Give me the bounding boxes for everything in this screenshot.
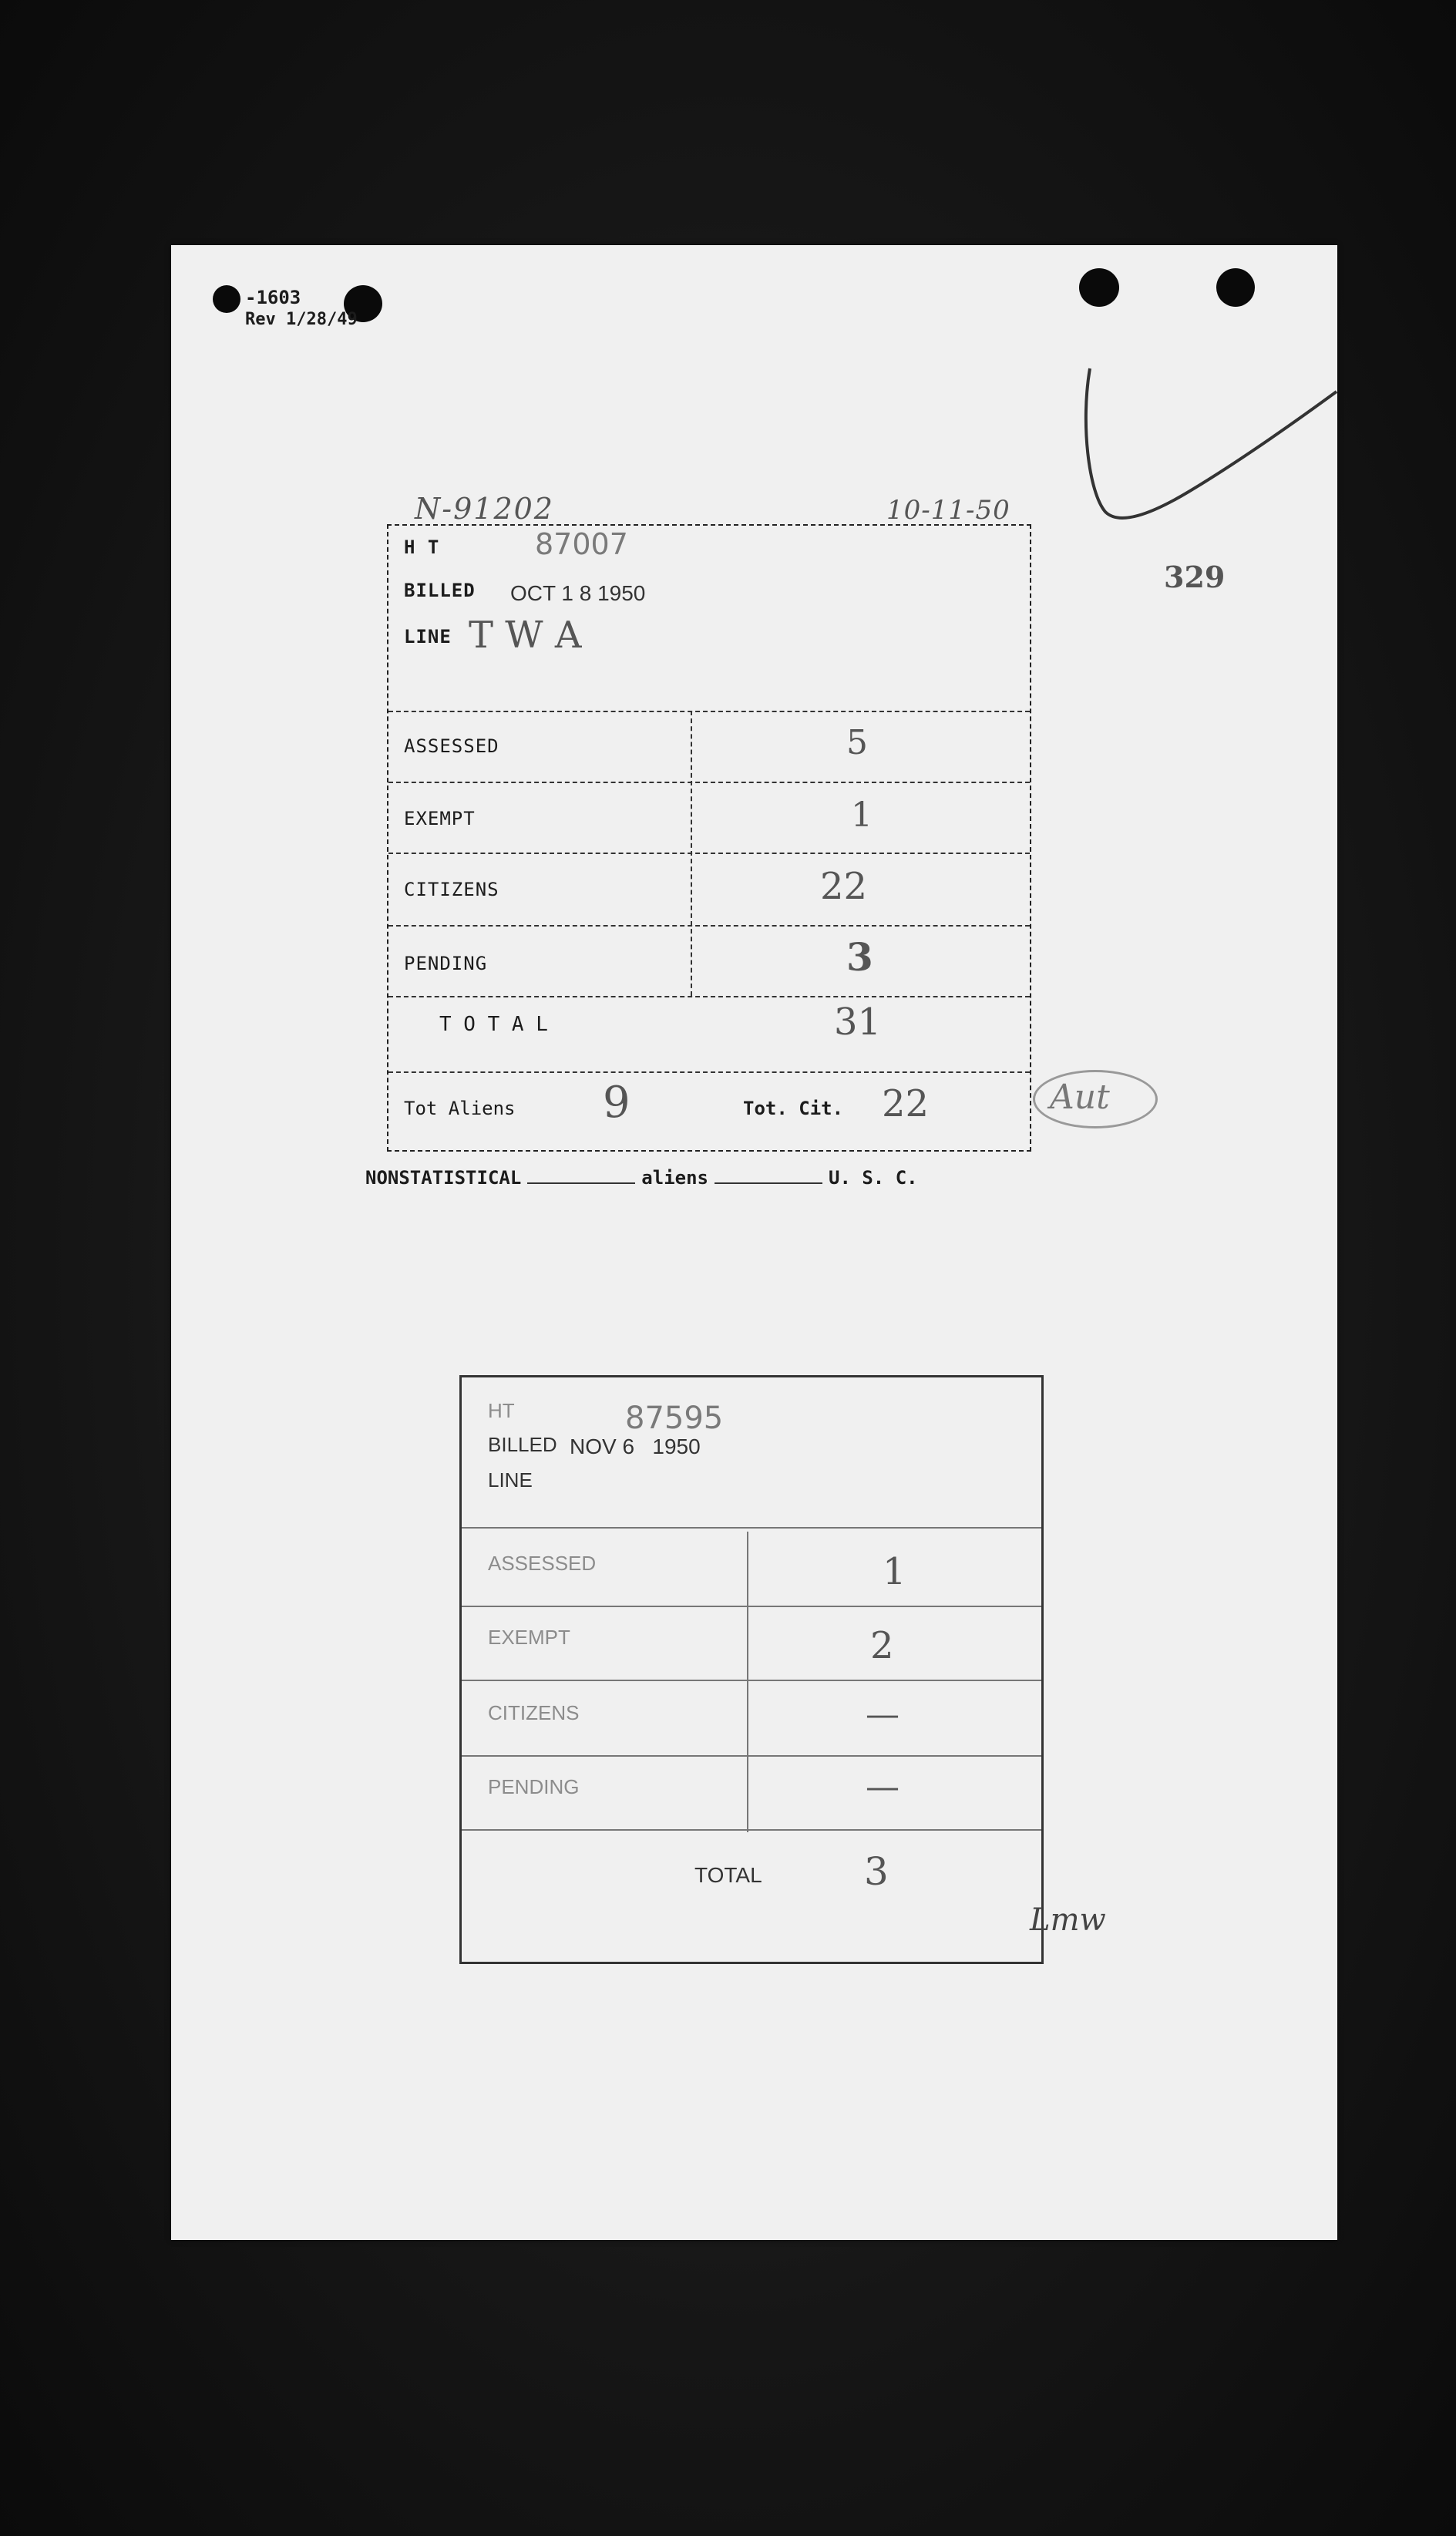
exempt-value: 2: [870, 1624, 894, 1667]
nonstatistical-label: NONSTATISTICAL: [365, 1167, 522, 1189]
handwritten-date: 10-11-50: [886, 495, 1010, 526]
tot-aliens-label: Tot Aliens: [404, 1098, 516, 1119]
blank-field: [715, 1182, 822, 1184]
punch-hole-right-2: [1216, 268, 1255, 307]
divider: [462, 1527, 1041, 1529]
divider: [462, 1606, 1041, 1607]
blank-field: [527, 1182, 635, 1184]
pending-label: PENDING: [404, 953, 488, 974]
total-value: 31: [834, 1001, 882, 1044]
initials-signature: Lmw: [1030, 1902, 1106, 1938]
citizens-label: CITIZENS: [488, 1701, 580, 1724]
divider: [462, 1680, 1041, 1681]
line-label: LINE: [404, 626, 452, 647]
divider: [462, 1829, 1041, 1831]
column-divider: [691, 711, 692, 996]
file-number: N-91202: [415, 492, 554, 526]
divider: [462, 1755, 1041, 1757]
column-divider: [747, 1532, 748, 1832]
billed-label: BILLED: [488, 1433, 557, 1456]
exempt-label: EXEMPT: [404, 808, 476, 829]
tot-aliens-value: 9: [603, 1078, 630, 1128]
nonstatistical-line: [365, 1167, 918, 1189]
billed-date: NOV 6 1950: [570, 1434, 701, 1458]
check-mark-icon: [1073, 361, 1343, 546]
divider: [388, 996, 1030, 997]
initials-text: Aut: [1050, 1078, 1110, 1117]
aliens-label: aliens: [641, 1167, 708, 1189]
divider: [388, 711, 1030, 712]
total-label: TOTAL: [694, 1863, 762, 1887]
document-page: [171, 245, 1337, 2240]
pending-value: 3: [846, 934, 873, 980]
ht-value: 87007: [535, 527, 628, 561]
form-revision: Rev 1/28/49: [245, 310, 358, 329]
assessed-label: ASSESSED: [488, 1552, 597, 1575]
ht-value: 87595: [625, 1401, 724, 1436]
ht-label: H T: [404, 536, 440, 558]
punch-hole-left: [213, 285, 240, 313]
punch-hole-right-1: [1079, 268, 1119, 307]
billed-date: OCT 1 8 1950: [510, 581, 646, 605]
divider: [388, 925, 1030, 927]
divider: [388, 853, 1030, 854]
billed-label: BILLED: [404, 580, 476, 601]
total-value: 3: [864, 1849, 889, 1894]
pending-value: —: [866, 1767, 899, 1807]
exempt-label: EXEMPT: [488, 1626, 570, 1649]
assessed-label: ASSESSED: [404, 735, 499, 757]
total-label: T O T A L: [439, 1013, 548, 1036]
form-number: -1603: [245, 287, 301, 308]
assessed-value: 5: [846, 723, 868, 762]
line-label: LINE: [488, 1468, 533, 1492]
divider: [388, 782, 1030, 783]
tot-cit-value: 22: [882, 1082, 930, 1125]
tot-cit-label: Tot. Cit.: [743, 1098, 844, 1119]
tally-card-1: [387, 524, 1031, 1152]
usc-label: U. S. C.: [829, 1167, 918, 1189]
exempt-value: 1: [851, 795, 873, 835]
citizens-label: CITIZENS: [404, 879, 499, 900]
citizens-value: 22: [820, 865, 868, 908]
ht-label: HT: [488, 1399, 515, 1422]
line-value: T W A: [469, 614, 582, 657]
citizens-value: —: [866, 1695, 899, 1734]
tally-card-2: [459, 1375, 1044, 1964]
assessed-value: 1: [883, 1550, 906, 1593]
divider: [388, 1071, 1030, 1073]
page-number: 329: [1164, 560, 1226, 594]
pending-label: PENDING: [488, 1775, 580, 1798]
